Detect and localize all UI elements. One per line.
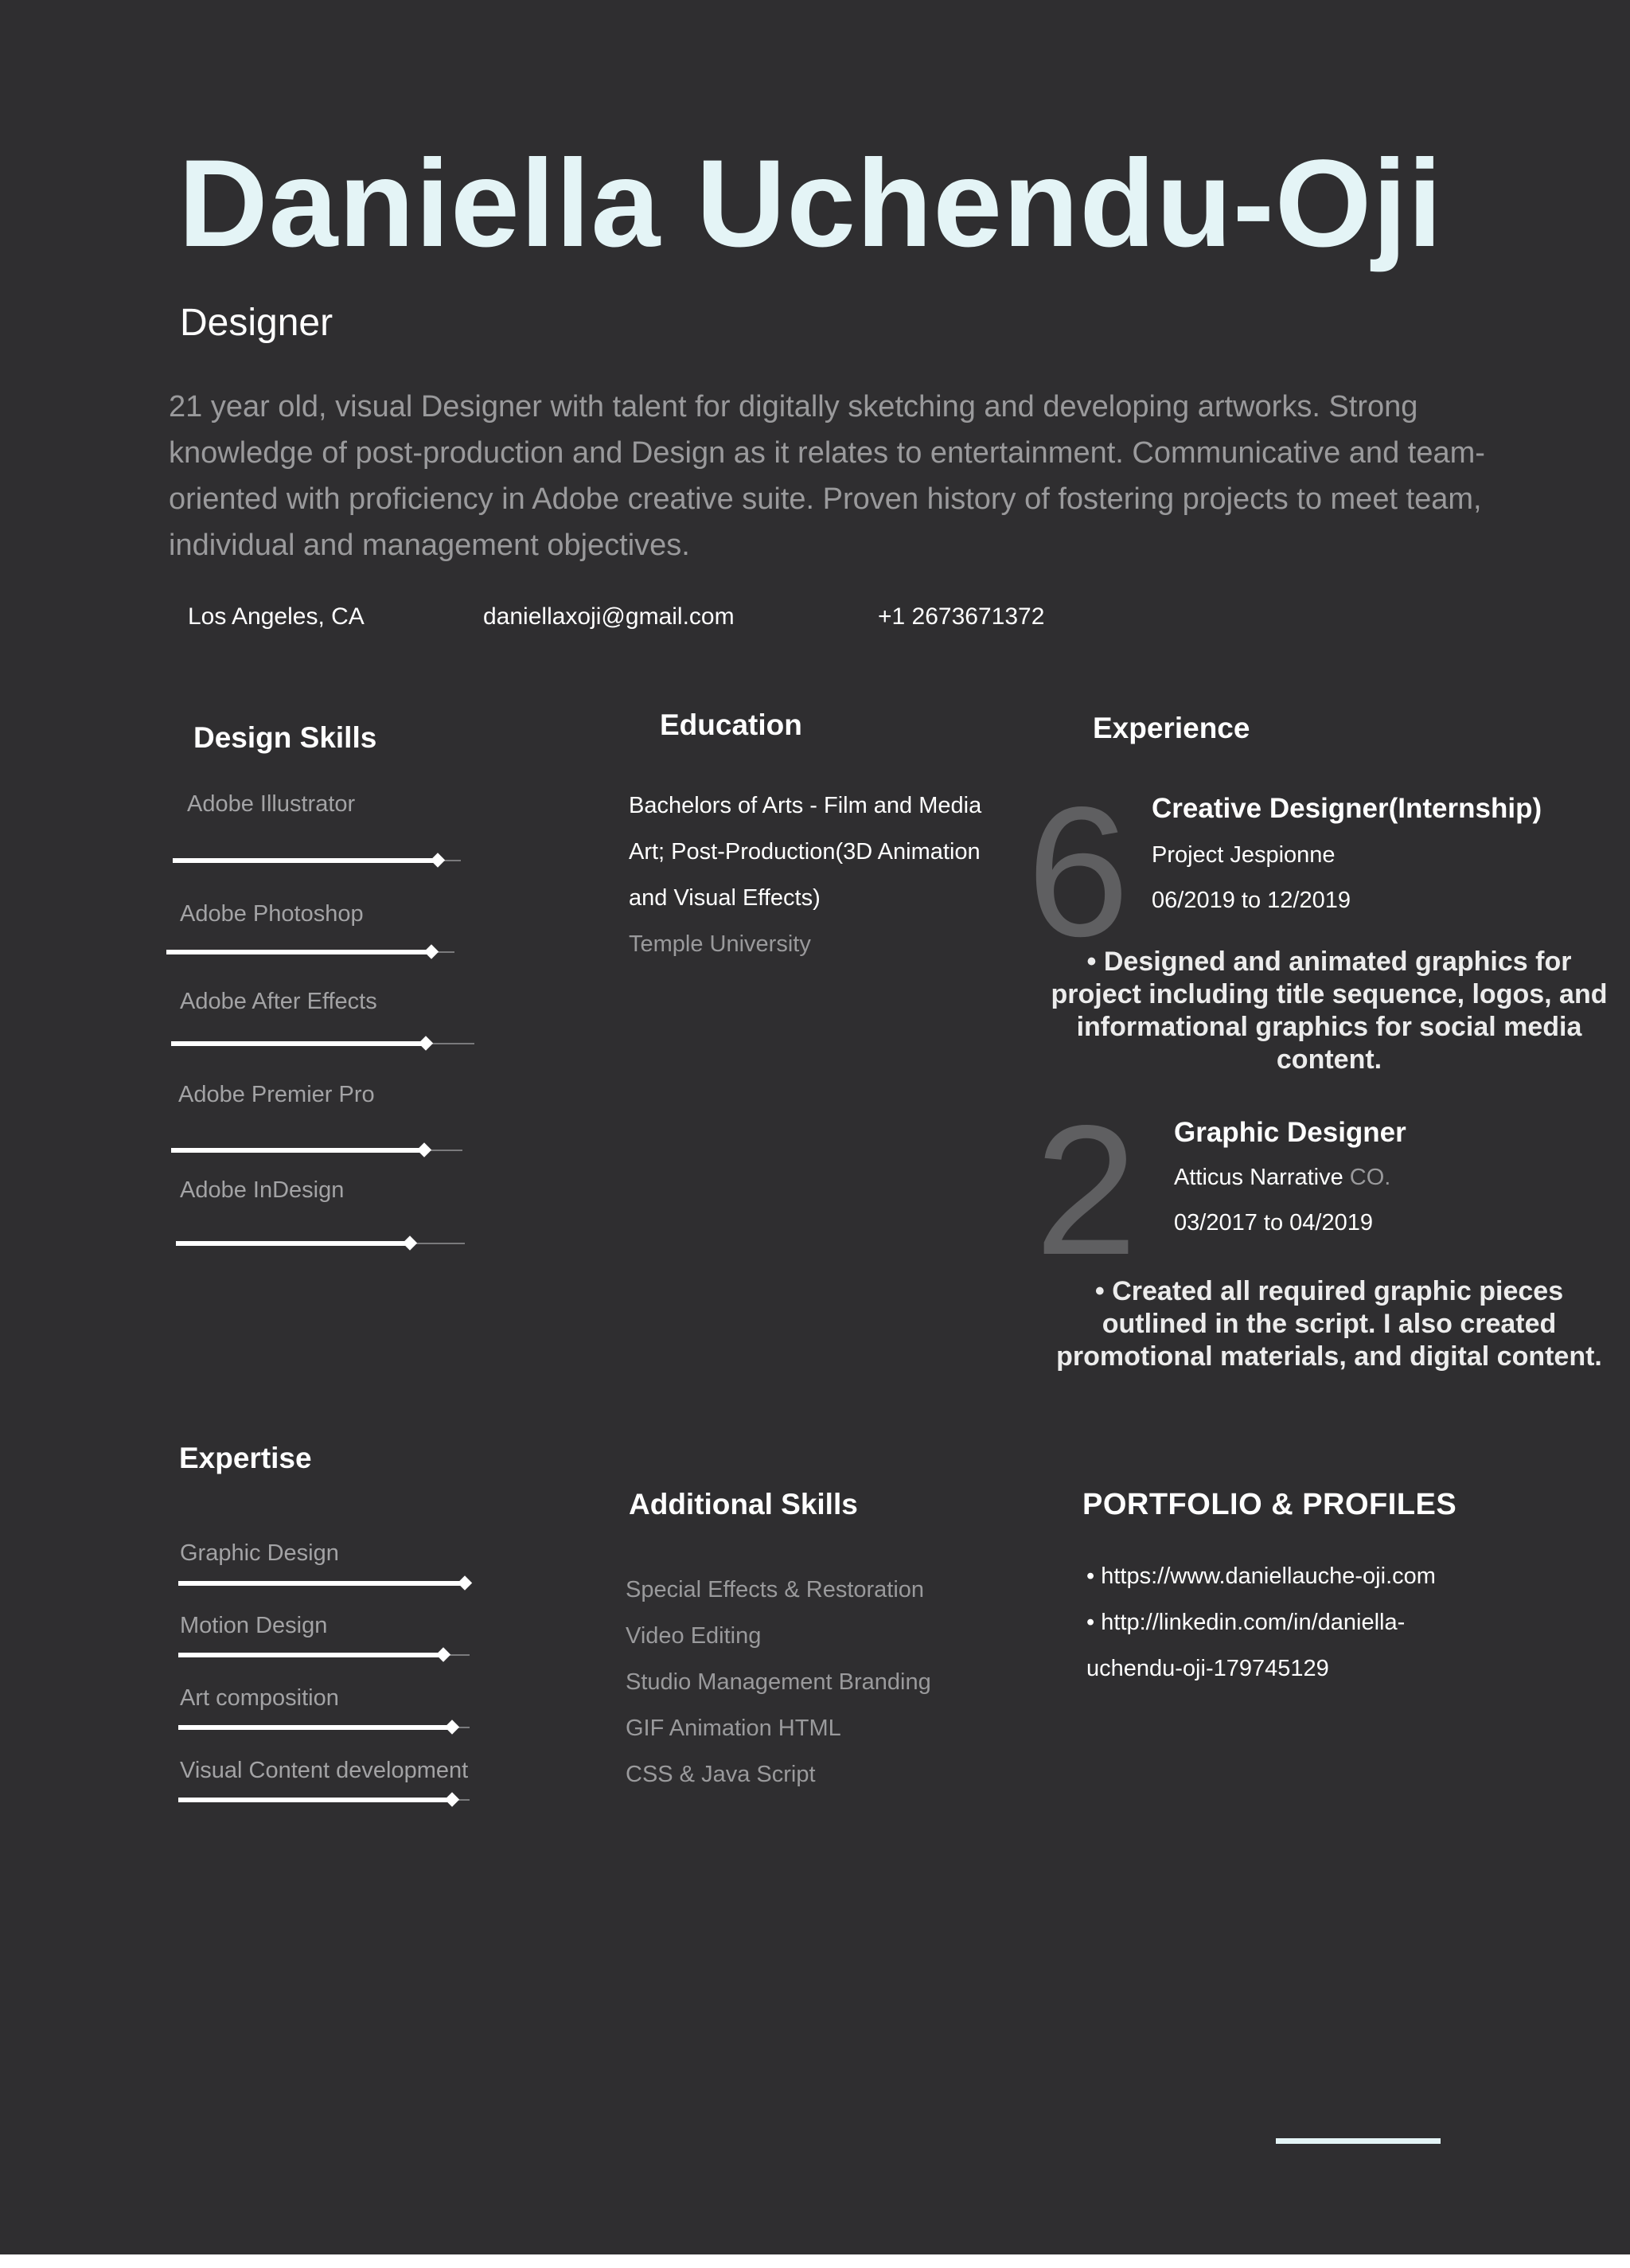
design-skill-slider xyxy=(173,854,461,867)
slider-fill xyxy=(178,1798,452,1802)
slider-knob xyxy=(419,1036,433,1050)
slider-knob xyxy=(417,1142,431,1157)
slider-fill xyxy=(176,1241,410,1246)
expertise-label: Graphic Design xyxy=(180,1540,339,1566)
slider-knob xyxy=(436,1647,450,1661)
design-skill-slider xyxy=(166,946,454,958)
portfolio-link[interactable]: • http://linkedin.com/in/daniella- xyxy=(1086,1610,1406,1635)
slider-knob xyxy=(431,853,445,867)
slider-knob xyxy=(424,944,439,958)
additional-skill-item: Studio Management Branding xyxy=(626,1669,931,1695)
job-description: • Designed and animated graphics for project including title sequence, logos, and informational graphics for social media content. xyxy=(1051,947,1608,1075)
degree-line: and Visual Effects) xyxy=(629,885,821,911)
expertise-slider xyxy=(178,1577,470,1590)
design-skill-label: Adobe Premier Pro xyxy=(178,1082,375,1107)
slider-knob xyxy=(403,1235,417,1250)
job-company: Atticus Narrative CO. xyxy=(1174,1165,1391,1190)
slider-fill xyxy=(166,950,431,954)
job-title: Creative Designer(Internship) xyxy=(1152,793,1542,824)
expertise-label: Motion Design xyxy=(180,1613,328,1638)
accent-bar xyxy=(1276,2138,1441,2144)
design-skills-heading: Design Skills xyxy=(193,721,377,754)
expertise-label: Art composition xyxy=(180,1685,339,1711)
design-skill-label: Adobe Illustrator xyxy=(187,791,356,817)
design-skill-label: Adobe InDesign xyxy=(180,1177,345,1203)
additional-skill-item: GIF Animation HTML xyxy=(626,1716,841,1741)
job-dates: 06/2019 to 12/2019 xyxy=(1152,888,1351,913)
design-skill-slider xyxy=(176,1237,465,1250)
design-skill-label: Adobe After Effects xyxy=(180,989,377,1014)
contact-email[interactable]: daniellaxoji@gmail.com xyxy=(483,603,735,630)
design-skill-slider xyxy=(171,1037,474,1050)
candidate-role: Designer xyxy=(180,302,333,344)
job-title: Graphic Designer xyxy=(1174,1117,1406,1148)
degree-line: Bachelors of Arts - Film and Media xyxy=(629,793,982,818)
job-company: Project Jespionne xyxy=(1152,842,1336,868)
job-number: 2 xyxy=(1035,1087,1138,1294)
contact-location: Los Angeles, CA xyxy=(188,603,365,630)
job-dates: 03/2017 to 04/2019 xyxy=(1174,1210,1373,1235)
portfolio-link[interactable]: • https://www.daniellauche-oji.com xyxy=(1086,1563,1436,1589)
slider-fill xyxy=(171,1148,424,1153)
candidate-name: Daniella Uchendu-Oji xyxy=(178,135,1443,273)
slider-knob xyxy=(457,1575,471,1590)
job-number: 6 xyxy=(1027,769,1130,975)
portfolio-link-continued[interactable]: uchendu-oji-179745129 xyxy=(1086,1656,1329,1681)
design-skill-label: Adobe Photoshop xyxy=(180,901,364,927)
slider-fill xyxy=(171,1041,426,1046)
expertise-heading: Expertise xyxy=(179,1442,312,1474)
slider-knob xyxy=(445,1792,459,1806)
degree-line: Art; Post-Production(3D Animation xyxy=(629,839,981,865)
portfolio-heading: PORTFOLIO & PROFILES xyxy=(1082,1488,1457,1521)
expertise-slider xyxy=(178,1794,470,1806)
slider-fill xyxy=(178,1653,443,1657)
expertise-label: Visual Content development xyxy=(180,1758,469,1783)
job-description: • Created all required graphic pieces outlined in the script. I also created promotional materials, and digital content. xyxy=(1056,1276,1602,1372)
additional-skill-item: CSS & Java Script xyxy=(626,1762,816,1787)
experience-heading: Experience xyxy=(1093,712,1250,744)
design-skill-slider xyxy=(171,1144,462,1157)
slider-knob xyxy=(445,1720,459,1734)
expertise-slider xyxy=(178,1649,470,1661)
additional-skills-heading: Additional Skills xyxy=(629,1488,858,1520)
education-heading: Education xyxy=(660,709,802,741)
slider-fill xyxy=(178,1581,465,1586)
profile-summary: 21 year old, visual Designer with talent for digitally sketching and developing artworks. Strong knowledge of post-production and Design as it relates to entertainment. Communicative and team-oriented with proficiency in Adobe creative suite. Proven history of fostering projects to meet team, individual and management objectives. xyxy=(169,390,1485,562)
expertise-slider xyxy=(178,1721,470,1734)
contact-phone[interactable]: +1 2673671372 xyxy=(878,603,1045,630)
additional-skill-item: Video Editing xyxy=(626,1623,762,1649)
slider-fill xyxy=(173,858,438,863)
school-name: Temple University xyxy=(629,931,811,957)
additional-skill-item: Special Effects & Restoration xyxy=(626,1577,925,1602)
slider-fill xyxy=(178,1725,452,1730)
